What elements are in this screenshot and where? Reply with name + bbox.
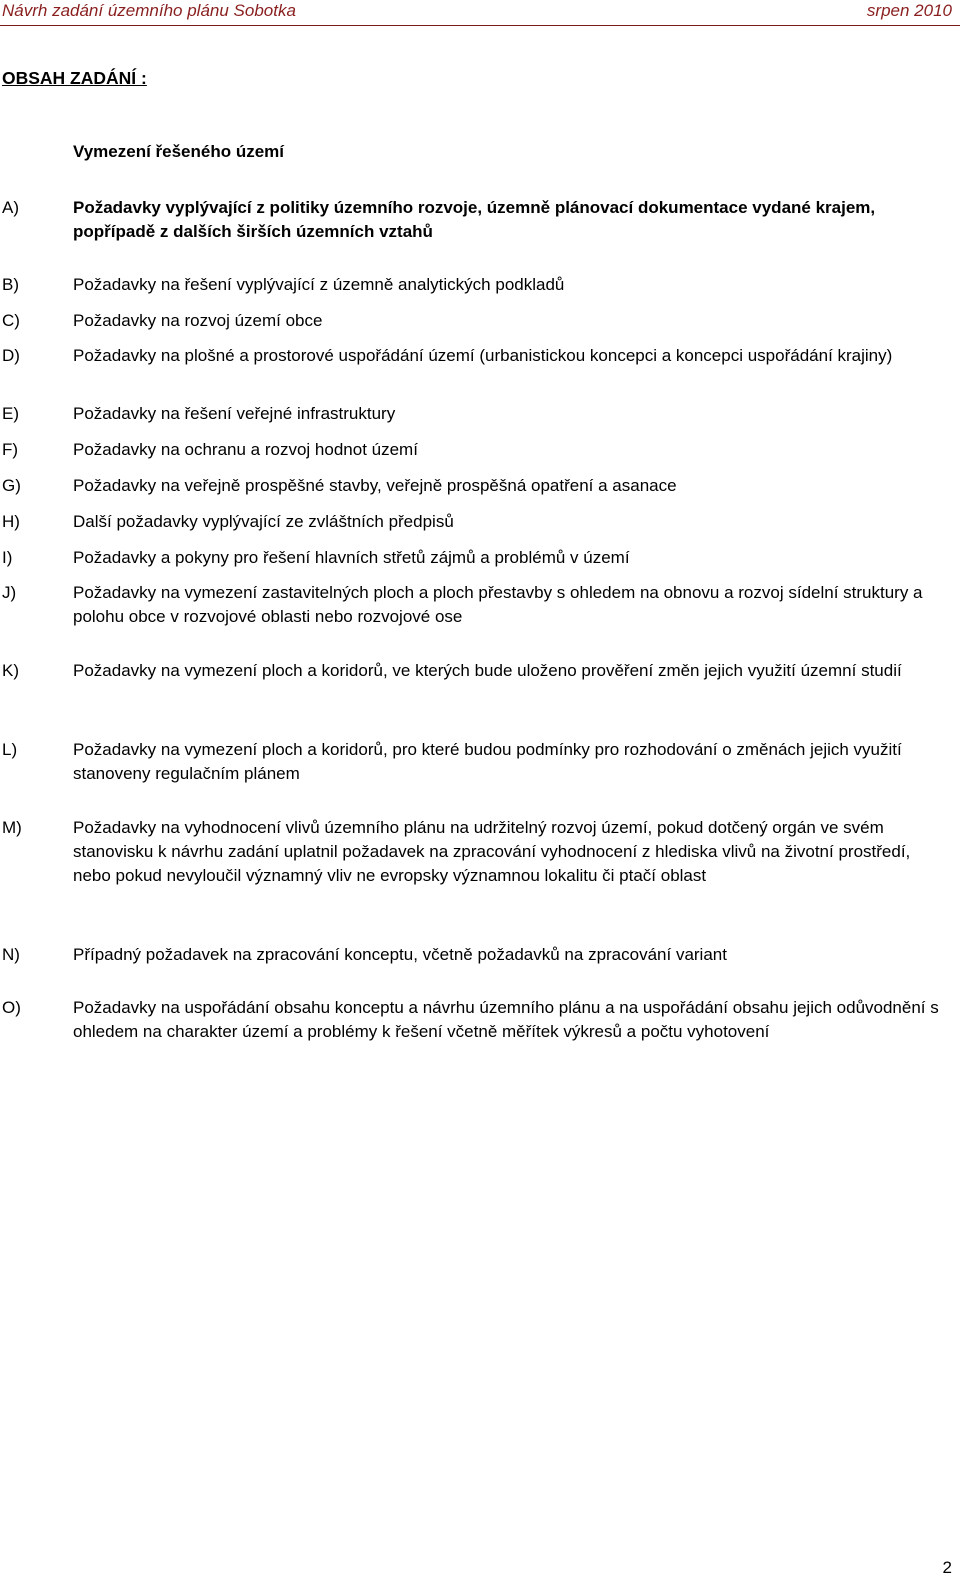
item-letter: L) <box>2 740 18 759</box>
item-letter: F) <box>2 440 19 459</box>
item-letter: A) <box>2 198 19 217</box>
list-item-i <box>0 546 950 570</box>
list-item-k <box>0 659 950 683</box>
item-text: Požadavky na ochranu a rozvoj hodnot území <box>73 440 418 459</box>
item-text: Požadavky na řešení vyplývající z územně analytických podkladů <box>73 275 565 294</box>
item-letter: C) <box>2 311 20 330</box>
item-letter: G) <box>2 476 21 495</box>
item-letter: B) <box>2 275 19 294</box>
list-item-c <box>0 309 950 333</box>
item-letter: H) <box>2 512 20 531</box>
item-text: Požadavky vyplývající z politiky územního rozvoje, územně plánovací dokumentace vydané krajem, popřípadě z dalších širších územních vztahů <box>73 198 876 241</box>
item-text: Požadavky na vymezení ploch a koridorů, ve kterých bude uloženo prověření změn jejich využití územní studií <box>73 661 902 680</box>
item-letter: K) <box>2 661 19 680</box>
item-text: Požadavky na rozvoj území obce <box>73 311 323 330</box>
list-item-b <box>0 273 950 297</box>
intro-item: Vymezení řešeného území <box>73 142 285 161</box>
list-item-e <box>0 402 950 426</box>
item-text: Případný požadavek na zpracování konceptu, včetně požadavků na zpracování variant <box>73 945 727 964</box>
list-item-a <box>0 196 950 244</box>
item-text: Požadavky na veřejně prospěšné stavby, veřejně prospěšná opatření a asanace <box>73 476 677 495</box>
item-letter: N) <box>2 945 20 964</box>
item-text: Požadavky na plošné a prostorové uspořádání území (urbanistickou koncepci a koncepci uspořádání krajiny) <box>73 346 893 365</box>
item-text: Požadavky na vymezení ploch a koridorů, pro které budou podmínky pro rozhodování o změnách jejich využití stanoveny regulačním plánem <box>73 740 902 783</box>
list-item-f <box>0 438 950 462</box>
page-header <box>0 0 960 24</box>
list-item-h <box>0 510 950 534</box>
item-letter: E) <box>2 404 19 423</box>
list-item-j <box>0 581 950 629</box>
list-item-m <box>0 816 950 888</box>
item-letter: I) <box>2 548 13 567</box>
item-text: Požadavky na vymezení zastavitelných ploch a ploch přestavby s ohledem na obnovu a rozvoj sídelní struktury a polohu obce v rozvojové oblasti nebo rozvojové ose <box>73 583 923 626</box>
item-letter: M) <box>2 818 22 837</box>
header-document-title: Návrh zadání územního plánu Sobotka <box>2 1 296 20</box>
item-text: Požadavky a pokyny pro řešení hlavních střetů zájmů a problémů v území <box>73 548 630 567</box>
item-text: Požadavky na vyhodnocení vlivů územního plánu na udržitelný rozvoj území, pokud dotčený orgán ve svém stanovisku k návrhu zadání uplatnil požadavek na zpracování vyhodnocení z hlediska vlivů na životní prostředí, nebo pokud nevyloučil významný vliv ne evropsky významnou lokalitu či ptačí oblast <box>73 818 911 885</box>
list-item-d <box>0 344 950 368</box>
item-text: Požadavky na řešení veřejné infrastruktury <box>73 404 396 423</box>
item-text: Další požadavky vyplývající ze zvláštních předpisů <box>73 512 454 531</box>
header-rule <box>0 25 960 26</box>
section-title: OBSAH ZADÁNÍ : <box>2 68 147 88</box>
header-date: srpen 2010 <box>866 1 952 20</box>
list-item-g <box>0 474 950 498</box>
item-letter: J) <box>2 583 17 602</box>
item-letter: O) <box>2 998 21 1017</box>
list-item-l <box>0 738 950 786</box>
list-item-o <box>0 996 950 1044</box>
page-number: 2 <box>942 1558 952 1577</box>
list-item-n <box>0 943 950 967</box>
item-letter: D) <box>2 346 20 365</box>
item-text: Požadavky na uspořádání obsahu konceptu a návrhu územního plánu a na uspořádání obsahu jejich odůvodnění s ohledem na charakter území a problémy k řešení včetně měřítek výkresů a počtu vyhotovení <box>73 998 939 1041</box>
